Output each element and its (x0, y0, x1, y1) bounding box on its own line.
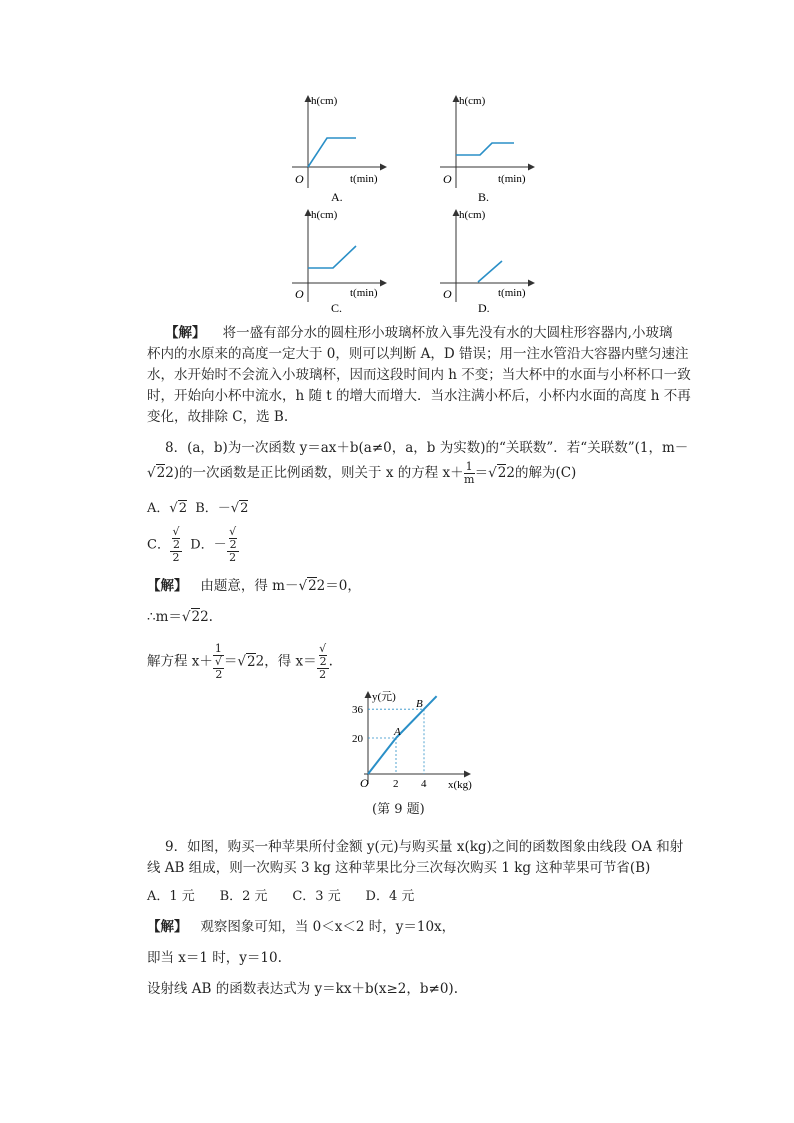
q9-solution-tag: 【解】 (147, 919, 188, 935)
q8-fraction (464, 461, 475, 486)
graph-b-line (456, 143, 514, 155)
graph-c-ylabel: h(cm) (311, 209, 338, 221)
q9-caption: (第 9 题) (372, 802, 425, 817)
graph-d-line (478, 261, 502, 282)
q8-opt-b: B．－ (195, 501, 231, 516)
q8-solution-1b: 2＝0， (316, 578, 361, 594)
q8-solution-frac1: 1 √ 2 (214, 642, 223, 681)
q8-opt-c-num: 2 (172, 538, 180, 551)
q9-line1: 9．如图，购买一种苹果所付金额 y(元)与购买量 x(kg)之间的函数图象由线段 OA 和射 (165, 839, 684, 855)
q8-line2-b: ＝ (474, 465, 489, 481)
graph-d-origin: O (443, 287, 452, 301)
graph-a-ylabel: h(cm) (311, 95, 338, 107)
graphs-abcd (0, 0, 794, 320)
q8-solution-3b: ＝ (223, 653, 238, 670)
q8-line2-a: 2)的一次函数是正比例函数，则关于 x 的方程 x＋ (165, 465, 464, 481)
q7-solution-tag: 【解】 (165, 325, 206, 341)
graph-a-line (308, 138, 356, 167)
q8-solution-2b: 2. (200, 609, 213, 625)
q9-chart (348, 686, 508, 798)
graph-b-ylabel: h(cm) (459, 95, 486, 107)
q9-solution-line3: 设射线 AB 的函数表达式为 y＝kx＋b(x≥2，b≠0). (147, 981, 458, 997)
q8-solution-3-sqrt: 2 (247, 653, 256, 670)
q9-line2: 线 AB 组成，则一次购买 3 kg 这种苹果比分三次每次购买 1 kg 这种苹果可节省(B) (147, 860, 651, 876)
graph-c-origin: O (295, 287, 304, 301)
q8-frac-den: m (463, 473, 475, 486)
graph-a (292, 95, 386, 204)
graph-d-xlabel: t(min) (498, 287, 526, 299)
q9-option-b: B．2 元 (219, 889, 268, 904)
q7-solution-text1: 将一盛有部分水的圆柱形小玻璃杯放入事先没有水的大圆柱形容器内,小玻璃 (222, 325, 673, 341)
graph-c-line (308, 246, 356, 268)
q8-solution-3d: . (328, 653, 333, 670)
graph-b (440, 95, 534, 204)
q8-solution-frac1-num: 1 (214, 642, 222, 655)
q8-line1: 8．(a，b)为一次函数 y＝ax＋b(a≠0，a，b 为实数)的“关联数”．若“关联数”(1，m－ (165, 440, 689, 456)
q8-solution-tag: 【解】 (147, 578, 188, 594)
q9-options (147, 887, 414, 907)
q8-opt-c-den: 2 (172, 551, 180, 564)
q9-x-label: x(kg) (448, 779, 472, 791)
q8-opt-d-num: 2 (229, 538, 237, 551)
q8-opt-d-frac: √ 2 2 (227, 526, 239, 564)
q9-y-tick-1: 36 (352, 704, 363, 717)
q9-solution-text1: 观察图象可知，当 0＜x＜2 时，y＝10x， (200, 919, 456, 935)
q8-opt-a-val: 2 (178, 501, 187, 516)
q8-options-ab: A．√2 B．－√2 (147, 501, 249, 516)
graph-d-label: D. (478, 301, 490, 315)
q9-option-a: A．1 元 (147, 889, 195, 904)
q9-x-tick-0: 2 (393, 778, 399, 790)
graph-c-xlabel: t(min) (350, 287, 378, 299)
q7-solution-line1 (165, 323, 672, 343)
q8-opt-d-den: 2 (229, 551, 237, 564)
q8-opt-a: A． (147, 501, 170, 516)
q8-sqrt-a: 2 (156, 465, 166, 481)
q8-solution-2a: ∴m＝ (147, 609, 182, 625)
q7-solution-line3: 水，水开始时不会流入小玻璃杯，因而这段时间内 h 不变；当大杯中的水面与小杯杯口一致 (147, 367, 691, 383)
q9-point-b-label: B (416, 698, 423, 711)
q8-solution-3c: 2，得 x＝ (255, 653, 317, 670)
graph-b-origin: O (443, 172, 452, 186)
q8-solution-frac2-num: 2 (319, 655, 327, 668)
q9-x-tick-1: 4 (421, 778, 427, 790)
q8-solution-frac1-den: 2 (213, 668, 224, 681)
graph-b-xlabel: t(min) (498, 173, 526, 185)
q8-opt-d: D．－ (190, 537, 227, 553)
q9-solution-line1 (147, 917, 455, 937)
q8-frac-num: 1 (465, 460, 473, 473)
q8-options-cd (147, 526, 239, 562)
q9-segment-oa (368, 738, 396, 774)
q8-sqrt-b: 2 (497, 465, 507, 481)
graph-a-label: A. (331, 190, 343, 204)
q8-solution-frac2-den: 2 (319, 668, 327, 681)
q8-opt-b-val: 2 (240, 501, 249, 516)
graph-d-ylabel: h(cm) (459, 209, 486, 221)
q8-solution-2-sqrt: 2 (191, 609, 201, 625)
graph-d (440, 209, 534, 315)
q8-solution-1-sqrt: 2 (308, 578, 317, 594)
q8-solution-frac2: √ 2 2 (317, 643, 329, 681)
q8-opt-c: C． (147, 537, 170, 553)
q8-solution-1a: 由题意，得 m－ (200, 578, 299, 594)
q7-solution-line2: 杯内的水原来的高度一定大于 0，则可以判断 A，D 错误；用一注水管沿大容器内壁匀速注 (147, 346, 689, 362)
graph-b-label: B. (478, 190, 490, 204)
q9-origin: O (360, 776, 369, 790)
graph-c (292, 209, 386, 315)
q9-solution-line2: 即当 x＝1 时，y＝10. (147, 950, 282, 966)
q7-solution-line4: 时，开始向小杯中流水，h 随 t 的增大而增大．当水注满小杯后，小杯内水面的高度 h 不再 (147, 388, 691, 404)
q8-solution-line3: 解方程 x＋ 1 √ 2 ＝√22，得 x＝ √ 2 2 . (147, 642, 333, 681)
q9-point-a-label: A (394, 726, 401, 738)
graph-c-label: C. (331, 301, 343, 315)
q8-solution-3a: 解方程 x＋ (147, 653, 213, 670)
q8-line2: √22)的一次函数是正比例函数，则关于 x 的方程 x＋ $\frac{1}{m}$ ＝√22的解为(C) (147, 460, 577, 486)
q9-option-c: C．3 元 (292, 889, 341, 904)
q9-y-label: y(元) (372, 691, 396, 703)
graph-a-origin: O (295, 172, 304, 186)
q9-y-tick-0: 20 (352, 733, 363, 745)
q8-opt-c-frac: √ 2 2 (170, 526, 182, 564)
q8-solution-line1: 【解】 由题意，得 m－√22＝0， (147, 578, 361, 594)
q8-line2-c: 2的解为(C) (506, 465, 577, 481)
q9-option-d: D．4 元 (365, 889, 415, 904)
graph-a-xlabel: t(min) (350, 173, 378, 185)
q8-solution-line2: ∴m＝√22. (147, 609, 213, 625)
q7-solution-line5: 变化，故排除 C，选 B. (147, 409, 289, 425)
